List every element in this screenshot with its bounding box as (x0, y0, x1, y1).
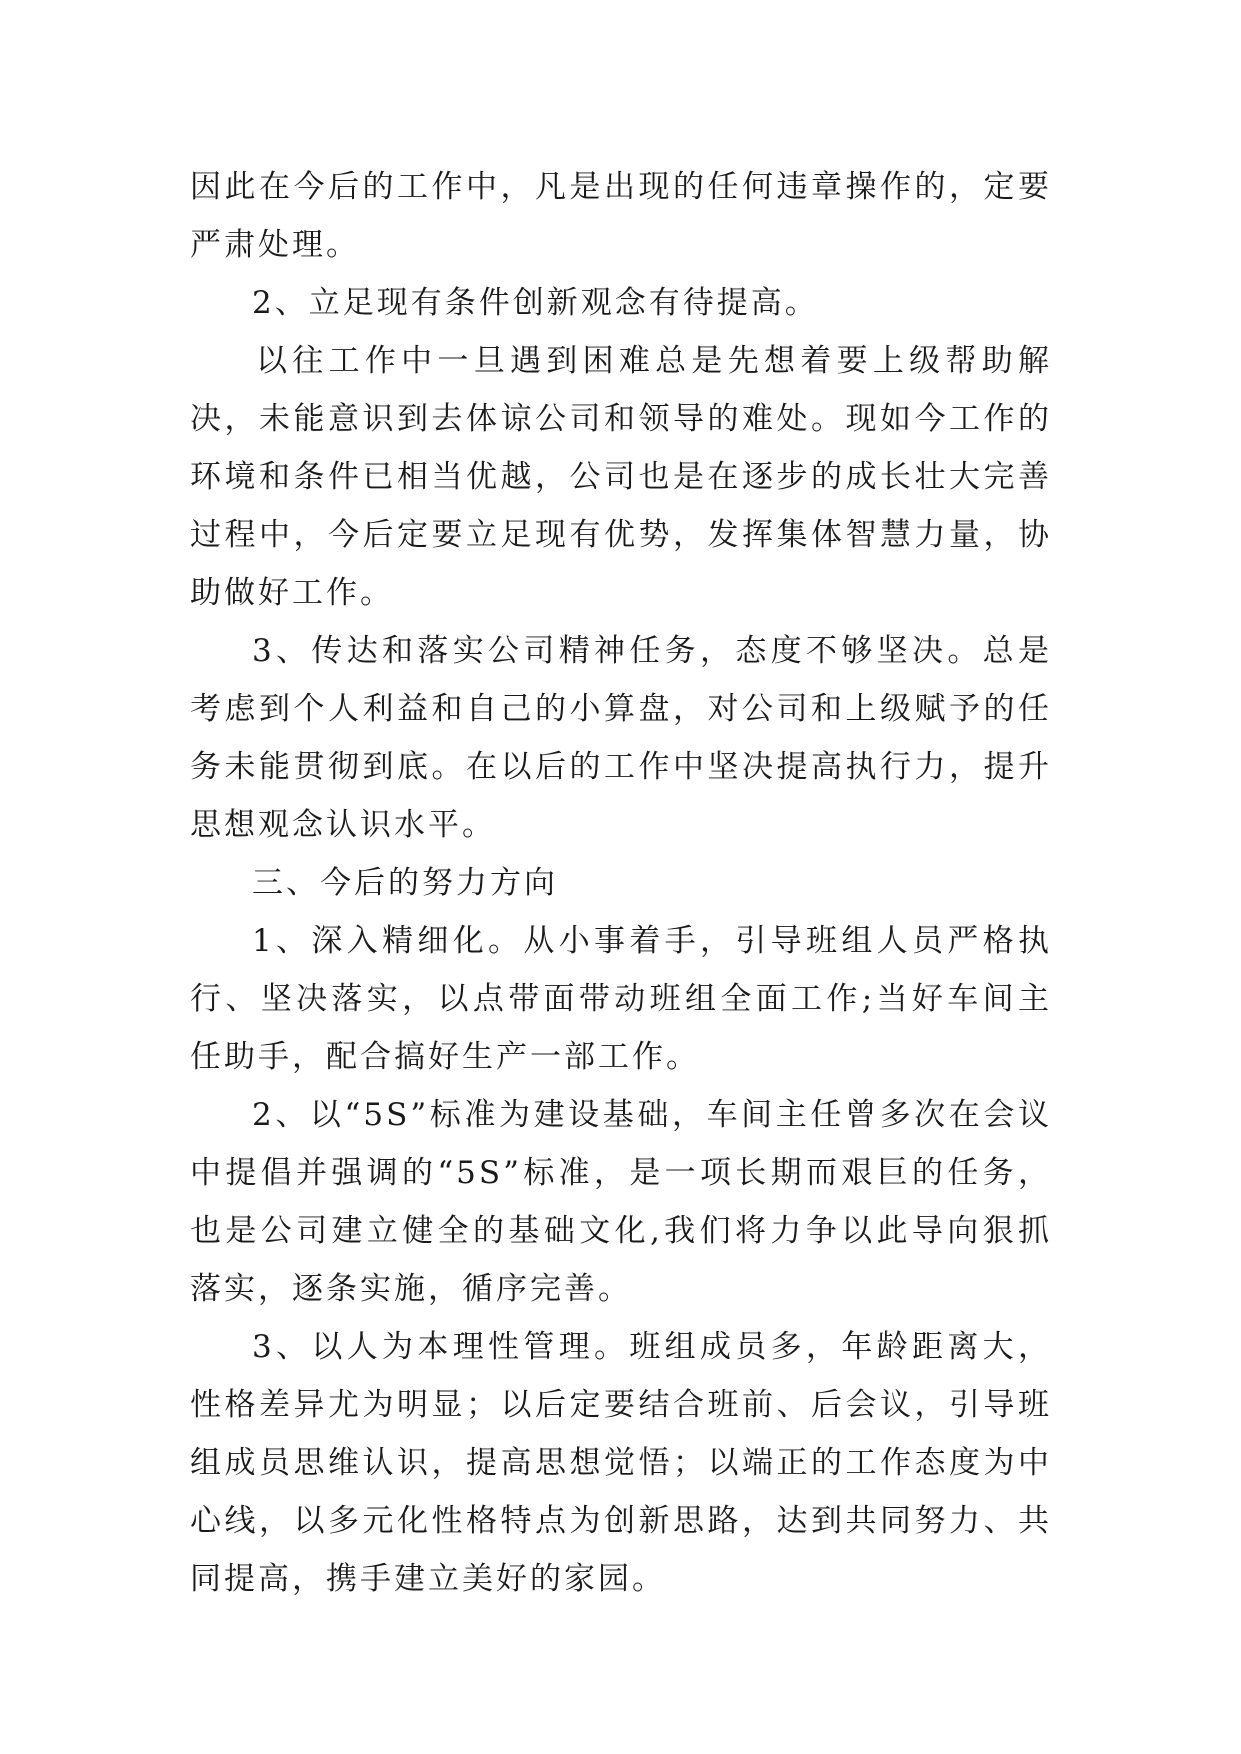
paragraph-3: 以往工作中一旦遇到困难总是先想着要上级帮助解决，未能意识到去体谅公司和领导的难处。现如今工作的环境和条件已相当优越，公司也是在逐步的成长壮大完善过程中，今后定要立足现有优势，发挥集体智慧力量，协助做好工作。 (190, 343, 1052, 611)
section-heading-3: 三、今后的努力方向 (252, 865, 558, 901)
paragraph-1: 因此在今后的工作中，凡是出现的任何违章操作的，定要严肃处理。 (190, 169, 1052, 263)
paragraph-4: 3、传达和落实公司精神任务，态度不够坚决。总是考虑到个人利益和自己的小算盘，对公司和上级赋予的任务未能贯彻到底。在以后的工作中坚决提高执行力，提升思想观念认识水平。 (190, 633, 1052, 843)
paragraph-8: 3、以人为本理性管理。班组成员多，年龄距离大，性格差异尤为明显；以后定要结合班前、后会议，引导班组成员思维认识，提高思想觉悟；以端正的工作态度为中心线，以多元化性格特点为创新思路，达到共同努力、共同提高，携手建立美好的家园。 (190, 1329, 1052, 1597)
paragraph-7: 2、以“5S”标准为建设基础，车间主任曾多次在会议中提倡并强调的“5S”标准，是一项长期而艰巨的任务，也是公司建立健全的基础文化,我们将力争以此导向狠抓落实，逐条实施，循序完善。 (190, 1097, 1052, 1307)
document-body (190, 158, 1052, 1608)
paragraph-2-heading: 2、立足现有条件创新观念有待提高。 (252, 285, 819, 321)
paragraph-6: 1、深入精细化。从小事着手，引导班组人员严格执行、坚决落实，以点带面带动班组全面工作;当好车间主任助手，配合搞好生产一部工作。 (190, 923, 1052, 1075)
